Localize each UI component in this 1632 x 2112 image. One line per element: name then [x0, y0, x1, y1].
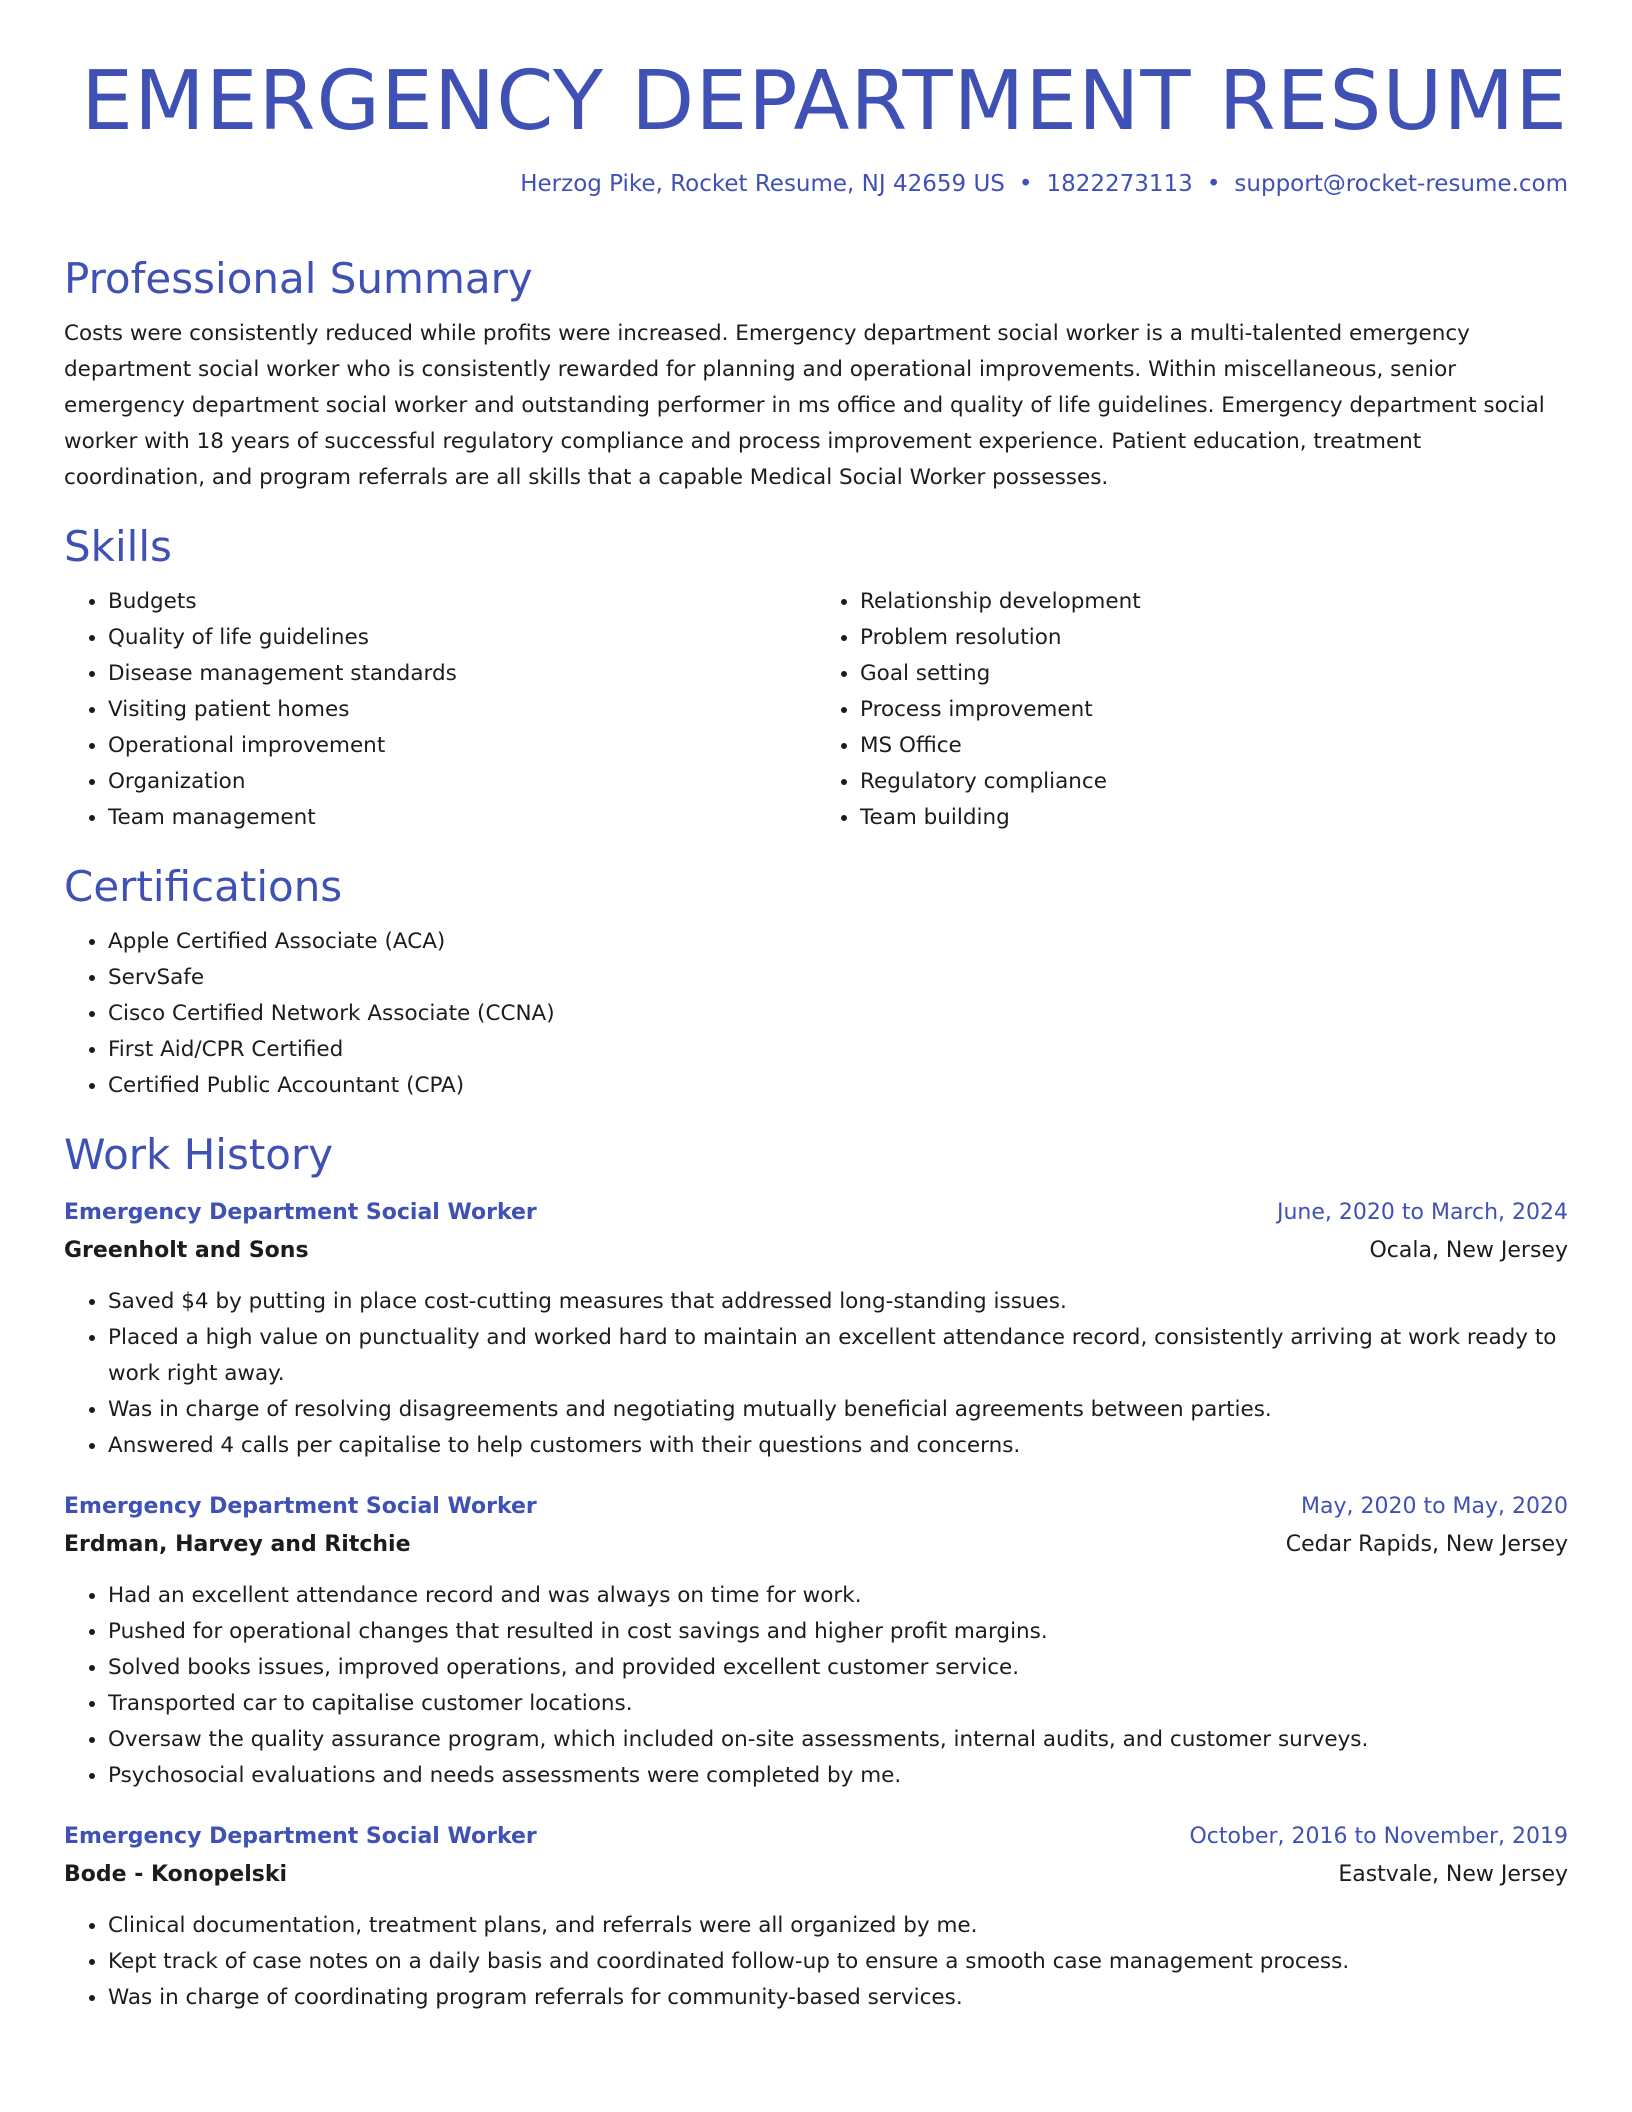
work-history-section	[64, 1128, 1568, 2016]
job-company-row	[64, 1856, 1568, 1894]
list-item: • Solved books issues, improved operations, and provided excellent customer service.	[108, 1650, 1568, 1686]
skills-list-right	[816, 584, 1568, 836]
list-item: • Regulatory compliance	[860, 764, 1568, 800]
list-item: • Was in charge of resolving disagreements and negotiating mutually beneficial agreements between parties.	[108, 1392, 1568, 1428]
job-company: Greenholt and Sons	[64, 1238, 309, 1263]
list-item: • Relationship development	[860, 584, 1568, 620]
list-item: • ServSafe	[108, 960, 1568, 996]
job-header-row	[64, 1194, 1568, 1232]
list-item: • Psychosocial evaluations and needs assessments were completed by me.	[108, 1758, 1568, 1794]
skills-list-left	[64, 584, 816, 836]
list-item: • Had an excellent attendance record and was always on time for work.	[108, 1578, 1568, 1614]
job-entry	[64, 1488, 1568, 1794]
jobs-container	[64, 1194, 1568, 2016]
separator-dot: •	[1206, 171, 1221, 197]
list-item: • Process improvement	[860, 692, 1568, 728]
job-entry	[64, 1818, 1568, 2016]
job-location: Cedar Rapids, New Jersey	[1285, 1532, 1568, 1557]
summary-text: Costs were consistently reduced while profits were increased. Emergency department social worker is a multi-talented emergency department social worker who is consistently rewarded for planning and operational improvements. Within miscellaneous, senior emergency department social worker and outstanding performer in ms office and quality of life guidelines. Emergency department social worker with 18 years of successful regulatory compliance and process improvement experience. Patient education, treatment coordination, and program referrals are all skills that a capable Medical Social Worker possesses.	[64, 321, 1545, 490]
job-company-row	[64, 1526, 1568, 1564]
certifications-list	[64, 924, 1568, 1104]
list-item: • Clinical documentation, treatment plans, and referrals were all organized by me.	[108, 1908, 1568, 1944]
job-header-row	[64, 1818, 1568, 1856]
list-item: • Cisco Certified Network Associate (CCNA)	[108, 996, 1568, 1032]
summary-section	[64, 252, 1568, 496]
work-history-heading: Work History	[64, 1130, 334, 1179]
list-item: • Disease management standards	[108, 656, 816, 692]
list-item: • Certified Public Accountant (CPA)	[108, 1068, 1568, 1104]
job-location: Eastvale, New Jersey	[1338, 1862, 1568, 1887]
job-entry	[64, 1194, 1568, 1464]
list-item: • Kept track of case notes on a daily basis and coordinated follow-up to ensure a smooth case management process.	[108, 1944, 1568, 1980]
certifications-section	[64, 860, 1568, 1104]
skills-columns	[64, 584, 1568, 836]
list-item: • First Aid/CPR Certified	[108, 1032, 1568, 1068]
list-item: • Goal setting	[860, 656, 1568, 692]
skills-heading: Skills	[64, 522, 172, 571]
list-item: • Apple Certified Associate (ACA)	[108, 924, 1568, 960]
resume-title: EMERGENCY DEPARTMENT RESUME	[81, 54, 1568, 149]
job-dates: October, 2016 to November, 2019	[1189, 1824, 1568, 1849]
job-location: Ocala, New Jersey	[1369, 1238, 1568, 1263]
list-item: • MS Office	[860, 728, 1568, 764]
job-dates: May, 2020 to May, 2020	[1301, 1494, 1568, 1519]
list-item: • Answered 4 calls per capitalise to help customers with their questions and concerns.	[108, 1428, 1568, 1464]
list-item: • Team building	[860, 800, 1568, 836]
list-item: • Operational improvement	[108, 728, 816, 764]
contact-phone: 1822273113	[1046, 171, 1193, 197]
job-header-row	[64, 1488, 1568, 1526]
job-company-row	[64, 1232, 1568, 1270]
list-item: • Problem resolution	[860, 620, 1568, 656]
contact-address: Herzog Pike, Rocket Resume, NJ 42659 US	[520, 171, 1005, 197]
job-title: Emergency Department Social Worker	[64, 1824, 537, 1849]
list-item: • Team management	[108, 800, 816, 836]
job-company: Erdman, Harvey and Ritchie	[64, 1532, 411, 1557]
skills-section	[64, 520, 1568, 836]
job-title: Emergency Department Social Worker	[64, 1200, 537, 1225]
job-title: Emergency Department Social Worker	[64, 1494, 537, 1519]
job-company: Bode - Konopelski	[64, 1862, 288, 1887]
list-item: • Was in charge of coordinating program referrals for community-based services.	[108, 1980, 1568, 2016]
job-bullets	[64, 1578, 1568, 1794]
list-item: • Transported car to capitalise customer locations.	[108, 1686, 1568, 1722]
list-item: • Quality of life guidelines	[108, 620, 816, 656]
summary-heading: Professional Summary	[64, 254, 533, 303]
list-item: • Visiting patient homes	[108, 692, 816, 728]
list-item: • Budgets	[108, 584, 816, 620]
contact-line	[64, 168, 1568, 200]
list-item: • Placed a high value on punctuality and worked hard to maintain an excellent attendance record, consistently arriving at work ready to work right away.	[108, 1320, 1568, 1392]
contact-email[interactable]: support@rocket-resume.com	[1234, 171, 1568, 197]
job-bullets	[64, 1908, 1568, 2016]
job-bullets	[64, 1284, 1568, 1464]
list-item: • Pushed for operational changes that resulted in cost savings and higher profit margins.	[108, 1614, 1568, 1650]
job-dates: June, 2020 to March, 2024	[1277, 1200, 1568, 1225]
certifications-heading: Certifications	[64, 862, 343, 911]
list-item: • Saved $4 by putting in place cost-cutting measures that addressed long-standing issues.	[108, 1284, 1568, 1320]
separator-dot: •	[1018, 171, 1033, 197]
list-item: • Organization	[108, 764, 816, 800]
list-item: • Oversaw the quality assurance program, which included on-site assessments, internal audits, and customer surveys.	[108, 1722, 1568, 1758]
